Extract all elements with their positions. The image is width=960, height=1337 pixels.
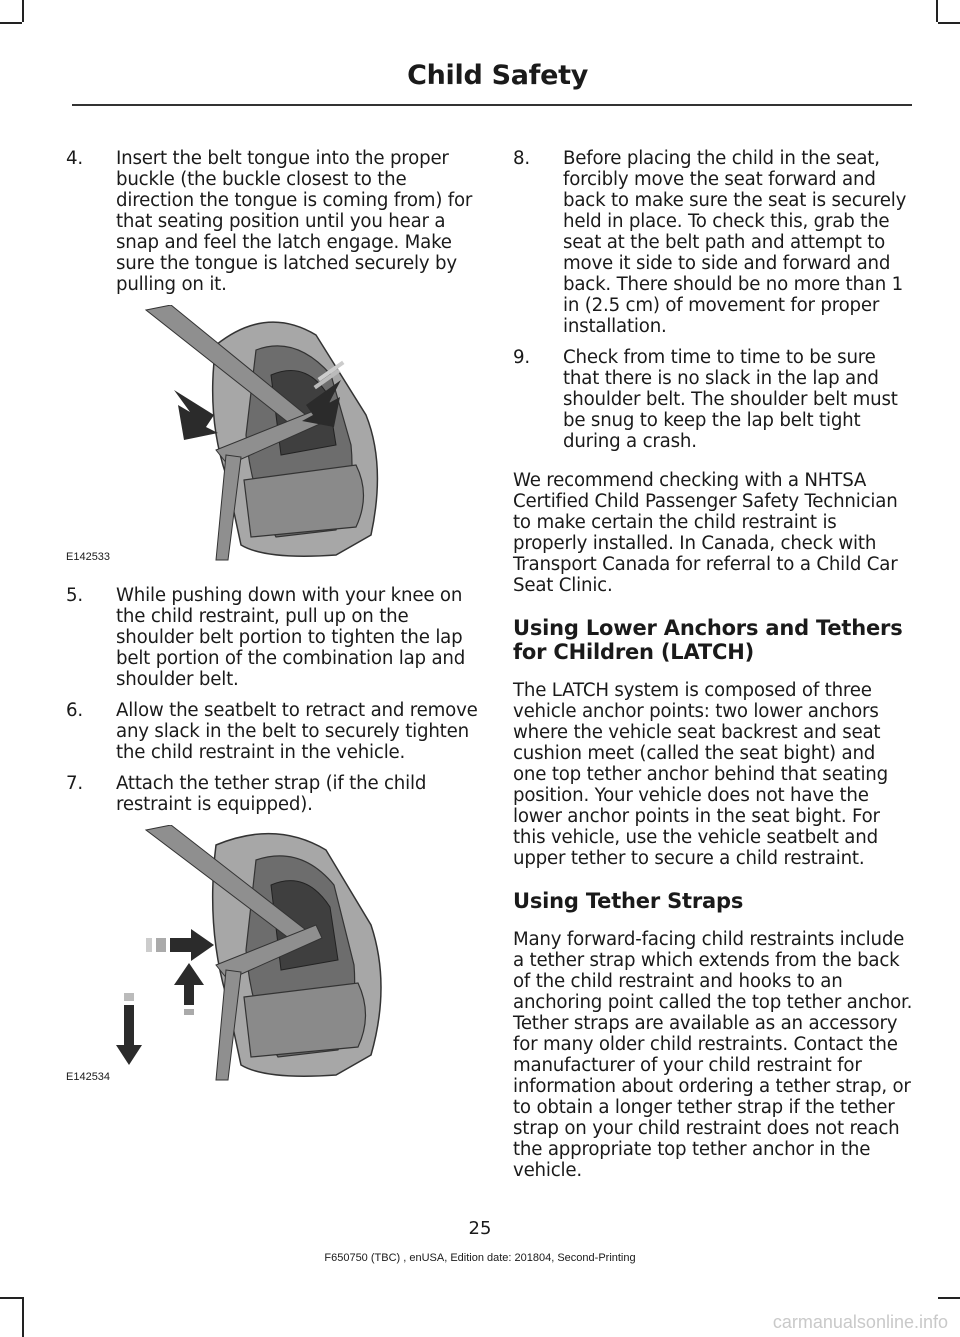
left-column: [66, 148, 486, 1105]
crop-mark: [22, 1297, 24, 1337]
step-4: [66, 148, 486, 295]
arrow-icon: [174, 390, 218, 440]
step-text: While pushing down with your knee on the child restraint, pull up on the shoulder belt portion to tighten the lap belt portion of the combination lap and shoulder belt.: [116, 585, 466, 690]
step-number: 6.: [66, 700, 83, 721]
figure-tether-strap: [66, 825, 486, 1085]
arrow-icon: [116, 1005, 142, 1065]
page-number: 25: [468, 1218, 492, 1239]
step-text: Allow the seatbelt to retract and remove any slack in the belt to securely tighten the child restraint in the vehicle.: [116, 700, 478, 763]
step-number: 8.: [513, 148, 530, 169]
step-text: Check from time to time to be sure that there is no slack in the lap and shoulder belt. The shoulder belt must be snug to keep the lap belt tight during a crash.: [563, 347, 898, 452]
step-number: 9.: [513, 347, 530, 368]
watermark: carmanualsonline.info: [772, 1312, 948, 1332]
latch-paragraph: The LATCH system is composed of three vehicle anchor points: two lower anchors where the vehicle seat backrest and seat cushion meet (called the seat bight) and one top tether anchor behind that seating position. Your vehicle does not have the lower anchor points in the seat bight. For this vehicle, use the vehicle seatbelt and upper tether to secure a child restraint.: [513, 680, 888, 869]
step-5: [66, 585, 486, 690]
step-9: [513, 347, 913, 452]
crop-mark: [22, 0, 24, 22]
crop-mark: [938, 22, 960, 24]
step-text: Before placing the child in the seat, forcibly move the seat forward and back to make sure the seat is securely held in place. To check this, grab the seat at the belt path and attempt to move it side to side and forward and back. There should be no more than 1 in (2.5 cm) of movement for proper installation.: [563, 148, 907, 337]
header-divider: [72, 104, 912, 106]
right-column: [513, 148, 913, 1201]
step-number: 7.: [66, 773, 83, 794]
figure-code: E142534: [66, 1071, 111, 1083]
crop-mark: [936, 0, 938, 22]
child-seat-tether-illustration: [66, 825, 486, 1085]
figure-belt-tongue: [66, 305, 486, 565]
step-text: Attach the tether strap (if the child restraint is equipped).: [116, 773, 427, 815]
edition-footer: F650750 (TBC) , enUSA, Edition date: 201804, Second-Printing: [324, 1252, 636, 1264]
figure-code: E142533: [66, 551, 111, 563]
crop-mark: [938, 1297, 960, 1299]
tether-heading: Using Tether Straps: [513, 889, 744, 913]
crop-mark: [0, 22, 22, 24]
child-seat-illustration: [66, 305, 486, 565]
tether-paragraph: Many forward-facing child restraints include a tether strap which extends from the back of the child restraint and hooks to an anchoring point called the top tether anchor. Tether straps are available as an accessory for many older child restraints. Contact the manufacturer of your child restraint for information about ordering a tether strap, or to obtain a longer tether strap if the tether strap on your child restraint does not reach the appropriate top tether anchor in the vehicle.: [513, 929, 913, 1181]
nhtsa-paragraph: We recommend checking with a NHTSA Certified Child Passenger Safety Technician to make certain the child restraint is properly installed. In Canada, check with Transport Canada for referral to a Child Car Seat Clinic.: [513, 470, 898, 596]
step-6: [66, 700, 486, 763]
page-title: Child Safety: [407, 60, 588, 91]
step-text: Insert the belt tongue into the proper buckle (the buckle closest to the direction the tongue is coming from) for that seating position until you hear a snap and feel the latch engage. Make sure the tongue is latched securely by pulling on it.: [116, 148, 473, 295]
step-number: 5.: [66, 585, 83, 606]
arrow-icon: [170, 929, 214, 961]
latch-heading: Using Lower Anchors and Tethers for CHildren (LATCH): [513, 616, 903, 664]
step-number: 4.: [66, 148, 83, 169]
step-8: [513, 148, 913, 337]
step-7: [66, 773, 486, 815]
crop-mark: [0, 1297, 22, 1299]
arrow-icon: [174, 963, 204, 1005]
